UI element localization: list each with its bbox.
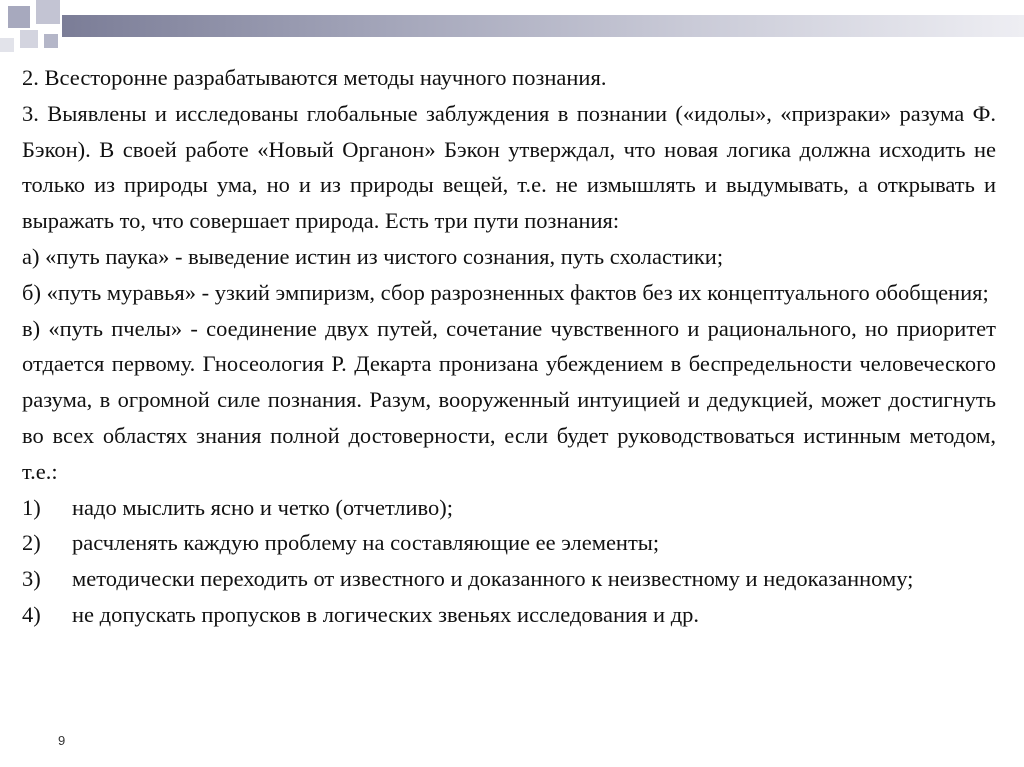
list-item-text: не допускать пропусков в логических звеньях исследования и др. — [72, 601, 700, 627]
list-item-number: 2) — [22, 530, 41, 556]
list-item-text: расчленять каждую проблему на составляющие ее элементы; — [72, 530, 660, 556]
decor-square — [8, 6, 30, 28]
header-gradient-bar — [62, 15, 1024, 37]
list-item-number: 1) — [22, 494, 41, 520]
list-item — [22, 561, 996, 597]
list-item-number: 3) — [22, 566, 41, 592]
decor-square — [36, 0, 60, 24]
decor-square — [0, 38, 14, 52]
paragraph-bacon: 3. Выявлены и исследованы глобальные заблуждения в познании («идолы», «призраки» разума Ф. Бэкон). В своей работе «Новый Органон» Бэкон утверждал, что новая логика должна исходить не только из природы ума, но и из природы вещей, т.е. не измышлять и выдумывать, а открывать и выражать то, что совершает природа. Есть три пути познания: — [22, 100, 996, 234]
paragraph-ant-path: б) «путь муравья» - узкий эмпиризм, сбор разрозненных фактов без их концептуального обобщения; — [22, 279, 989, 305]
decor-square — [20, 30, 38, 48]
list-item — [22, 490, 996, 526]
list-item-text: методически переходить от известного и доказанного к неизвестному и недоказанному; — [72, 566, 914, 592]
paragraph-bee-path: в) «путь пчелы» - соединение двух путей, сочетание чувственного и рационального, но приоритет отдается первому. Гносеология Р. Декарта пронизана убеждением в беспредельности человеческого разума, в огромной силе познания. Разум, вооруженный интуицией и дедукцией, может достигнуть во всех областях знания полной достоверности, если будет руководствоваться истинным методом, т.е.: — [22, 315, 996, 484]
list-item-number: 4) — [22, 601, 41, 627]
page-number: 9 — [58, 733, 66, 748]
decor-square — [44, 34, 58, 48]
paragraph-methods: 2. Всесторонне разрабатываются методы научного познания. — [22, 65, 607, 90]
list-item — [22, 525, 996, 561]
list-item — [22, 597, 996, 633]
list-item-text: надо мыслить ясно и четко (отчетливо); — [72, 494, 453, 520]
slide-body — [22, 60, 996, 633]
paragraph-spider-path: а) «путь паука» - выведение истин из чистого сознания, путь схоластики; — [22, 243, 724, 269]
